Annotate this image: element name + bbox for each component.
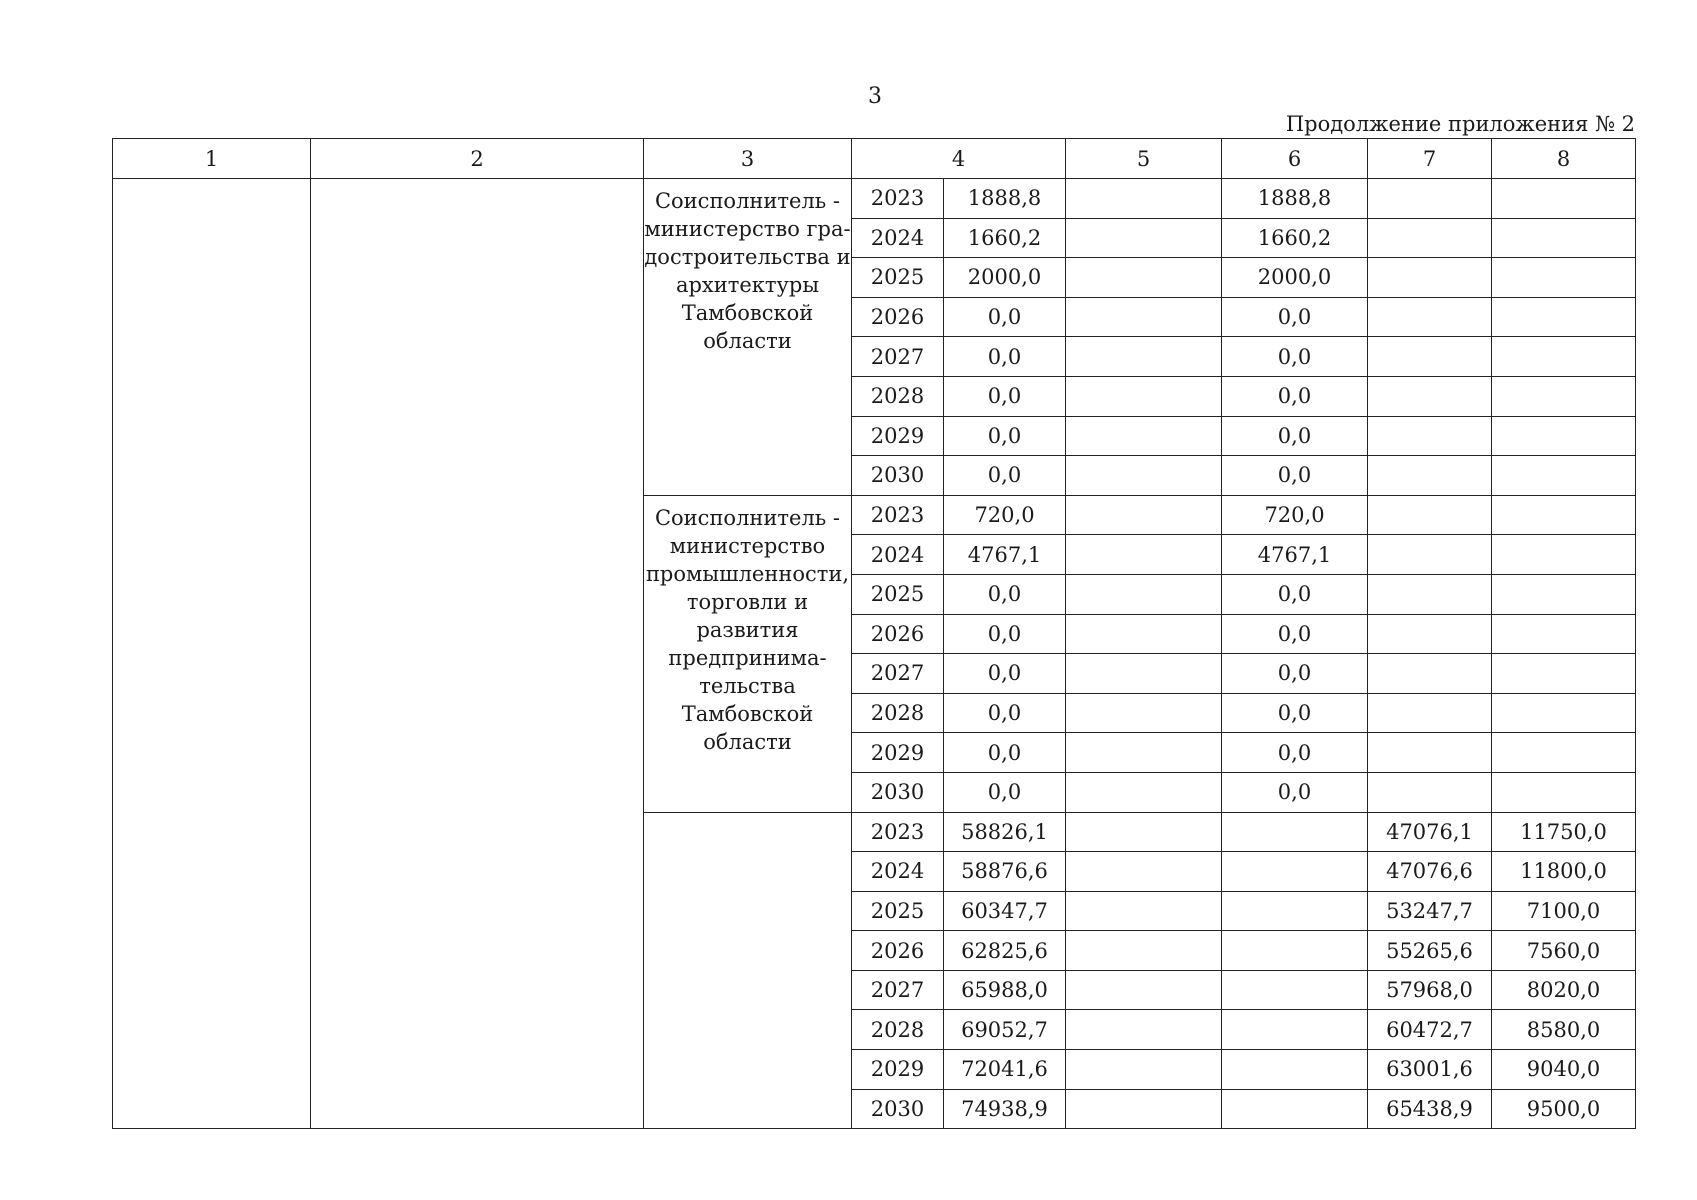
total-cell: 1888,8 (944, 179, 1066, 219)
total-cell: 0,0 (944, 416, 1066, 456)
col-5-cell (1066, 931, 1222, 971)
col-6-cell (1222, 812, 1368, 852)
col-7-cell (1368, 574, 1492, 614)
total-cell: 2000,0 (944, 258, 1066, 298)
col-5-cell (1066, 1089, 1222, 1129)
total-cell: 0,0 (944, 733, 1066, 773)
executor-cell (644, 812, 852, 1129)
year-cell: 2026 (852, 931, 944, 971)
continuation-label: Продолжение приложения № 2 (1285, 112, 1635, 136)
year-cell: 2023 (852, 495, 944, 535)
col-7-cell (1368, 654, 1492, 694)
col-6-cell (1222, 891, 1368, 931)
col-7-cell (1368, 218, 1492, 258)
year-cell: 2026 (852, 297, 944, 337)
col-5-cell (1066, 772, 1222, 812)
year-cell: 2029 (852, 733, 944, 773)
year-cell: 2028 (852, 1010, 944, 1050)
total-cell: 62825,6 (944, 931, 1066, 971)
col-5-cell (1066, 1010, 1222, 1050)
total-cell: 0,0 (944, 574, 1066, 614)
header-col-2: 2 (311, 139, 644, 179)
col-8-cell (1492, 654, 1636, 694)
col-5-cell (1066, 574, 1222, 614)
header-col-4: 4 (852, 139, 1066, 179)
col-7-cell (1368, 733, 1492, 773)
header-col-7: 7 (1368, 139, 1492, 179)
financing-table (112, 138, 1636, 1129)
total-cell: 0,0 (944, 654, 1066, 694)
year-cell: 2028 (852, 693, 944, 733)
year-cell: 2024 (852, 535, 944, 575)
col-6-cell: 0,0 (1222, 376, 1368, 416)
col-5-cell (1066, 812, 1222, 852)
col-8-cell (1492, 297, 1636, 337)
col-8-cell (1492, 258, 1636, 298)
total-cell: 0,0 (944, 297, 1066, 337)
col-6-cell (1222, 970, 1368, 1010)
total-cell: 65988,0 (944, 970, 1066, 1010)
col-6-cell: 720,0 (1222, 495, 1368, 535)
total-cell: 720,0 (944, 495, 1066, 535)
col-7-cell: 55265,6 (1368, 931, 1492, 971)
col-7-cell: 53247,7 (1368, 891, 1492, 931)
executor-cell: Соисполнитель - министерство промышленности, торговли и развития предпринима-тельства Тамбовской области (644, 495, 852, 812)
total-cell: 58876,6 (944, 852, 1066, 892)
col-6-cell: 0,0 (1222, 337, 1368, 377)
col-8-cell: 7560,0 (1492, 931, 1636, 971)
col-8-cell (1492, 733, 1636, 773)
col-5-cell (1066, 337, 1222, 377)
header-col-6: 6 (1222, 139, 1368, 179)
year-cell: 2030 (852, 772, 944, 812)
header-col-8: 8 (1492, 139, 1636, 179)
col-7-cell: 65438,9 (1368, 1089, 1492, 1129)
total-cell: 1660,2 (944, 218, 1066, 258)
total-cell: 0,0 (944, 337, 1066, 377)
col-7-cell (1368, 337, 1492, 377)
year-cell: 2030 (852, 456, 944, 496)
col-6-cell: 1888,8 (1222, 179, 1368, 219)
table-body (113, 179, 1636, 1129)
col-8-cell (1492, 495, 1636, 535)
col-5-cell (1066, 654, 1222, 694)
col-7-cell: 47076,1 (1368, 812, 1492, 852)
col-6-cell: 1660,2 (1222, 218, 1368, 258)
col-5-cell (1066, 297, 1222, 337)
col-6-cell: 0,0 (1222, 456, 1368, 496)
col-6-cell: 0,0 (1222, 416, 1368, 456)
col-7-cell (1368, 179, 1492, 219)
col-6-cell: 2000,0 (1222, 258, 1368, 298)
col-8-cell: 9040,0 (1492, 1050, 1636, 1090)
header-col-5: 5 (1066, 139, 1222, 179)
col-7-cell (1368, 495, 1492, 535)
col-8-cell (1492, 179, 1636, 219)
col-5-cell (1066, 179, 1222, 219)
col-5-cell (1066, 495, 1222, 535)
col-5-cell (1066, 733, 1222, 773)
col-5-cell (1066, 970, 1222, 1010)
col-1-cell (113, 179, 311, 1129)
col-8-cell (1492, 456, 1636, 496)
col-7-cell: 60472,7 (1368, 1010, 1492, 1050)
year-cell: 2027 (852, 337, 944, 377)
col-8-cell: 8020,0 (1492, 970, 1636, 1010)
total-cell: 0,0 (944, 456, 1066, 496)
col-7-cell (1368, 376, 1492, 416)
col-5-cell (1066, 693, 1222, 733)
year-cell: 2029 (852, 1050, 944, 1090)
col-6-cell: 0,0 (1222, 693, 1368, 733)
col-6-cell (1222, 852, 1368, 892)
year-cell: 2025 (852, 891, 944, 931)
col-8-cell (1492, 614, 1636, 654)
col-8-cell (1492, 376, 1636, 416)
year-cell: 2024 (852, 852, 944, 892)
col-6-cell: 0,0 (1222, 574, 1368, 614)
header-col-1: 1 (113, 139, 311, 179)
col-5-cell (1066, 416, 1222, 456)
year-cell: 2027 (852, 654, 944, 694)
col-6-cell (1222, 1089, 1368, 1129)
col-6-cell: 0,0 (1222, 614, 1368, 654)
col-7-cell: 57968,0 (1368, 970, 1492, 1010)
col-8-cell: 9500,0 (1492, 1089, 1636, 1129)
col-7-cell (1368, 297, 1492, 337)
col-5-cell (1066, 258, 1222, 298)
col-8-cell: 8580,0 (1492, 1010, 1636, 1050)
col-7-cell (1368, 535, 1492, 575)
total-cell: 72041,6 (944, 1050, 1066, 1090)
col-7-cell (1368, 772, 1492, 812)
col-5-cell (1066, 891, 1222, 931)
col-8-cell (1492, 416, 1636, 456)
year-cell: 2026 (852, 614, 944, 654)
table-row (113, 179, 1636, 219)
year-cell: 2023 (852, 812, 944, 852)
year-cell: 2025 (852, 574, 944, 614)
year-cell: 2025 (852, 258, 944, 298)
col-6-cell: 0,0 (1222, 297, 1368, 337)
col-8-cell: 11800,0 (1492, 852, 1636, 892)
col-6-cell: 0,0 (1222, 772, 1368, 812)
col-5-cell (1066, 1050, 1222, 1090)
total-cell: 0,0 (944, 693, 1066, 733)
col-5-cell (1066, 535, 1222, 575)
col-7-cell: 63001,6 (1368, 1050, 1492, 1090)
col-6-cell: 0,0 (1222, 733, 1368, 773)
col-7-cell (1368, 456, 1492, 496)
col-5-cell (1066, 456, 1222, 496)
year-cell: 2028 (852, 376, 944, 416)
col-6-cell: 0,0 (1222, 654, 1368, 694)
total-cell: 69052,7 (944, 1010, 1066, 1050)
col-8-cell (1492, 693, 1636, 733)
col-7-cell (1368, 614, 1492, 654)
col-8-cell (1492, 574, 1636, 614)
col-8-cell (1492, 218, 1636, 258)
col-6-cell: 4767,1 (1222, 535, 1368, 575)
total-cell: 0,0 (944, 772, 1066, 812)
total-cell: 0,0 (944, 614, 1066, 654)
col-2-cell (311, 179, 644, 1129)
col-7-cell: 47076,6 (1368, 852, 1492, 892)
col-5-cell (1066, 218, 1222, 258)
total-cell: 4767,1 (944, 535, 1066, 575)
page-number: 3 (868, 84, 882, 109)
year-cell: 2023 (852, 179, 944, 219)
col-8-cell: 11750,0 (1492, 812, 1636, 852)
executor-cell: Соисполнитель - министерство гра-достроительства и архитектуры Тамбовской области (644, 179, 852, 496)
year-cell: 2024 (852, 218, 944, 258)
col-8-cell (1492, 337, 1636, 377)
col-5-cell (1066, 376, 1222, 416)
year-cell: 2029 (852, 416, 944, 456)
total-cell: 58826,1 (944, 812, 1066, 852)
year-cell: 2027 (852, 970, 944, 1010)
col-7-cell (1368, 416, 1492, 456)
col-6-cell (1222, 1050, 1368, 1090)
total-cell: 0,0 (944, 376, 1066, 416)
col-6-cell (1222, 1010, 1368, 1050)
year-cell: 2030 (852, 1089, 944, 1129)
col-8-cell (1492, 535, 1636, 575)
col-8-cell (1492, 772, 1636, 812)
col-7-cell (1368, 258, 1492, 298)
col-8-cell: 7100,0 (1492, 891, 1636, 931)
header-row (113, 139, 1636, 179)
col-5-cell (1066, 614, 1222, 654)
col-5-cell (1066, 852, 1222, 892)
total-cell: 60347,7 (944, 891, 1066, 931)
total-cell: 74938,9 (944, 1089, 1066, 1129)
col-6-cell (1222, 931, 1368, 971)
header-col-3: 3 (644, 139, 852, 179)
col-7-cell (1368, 693, 1492, 733)
